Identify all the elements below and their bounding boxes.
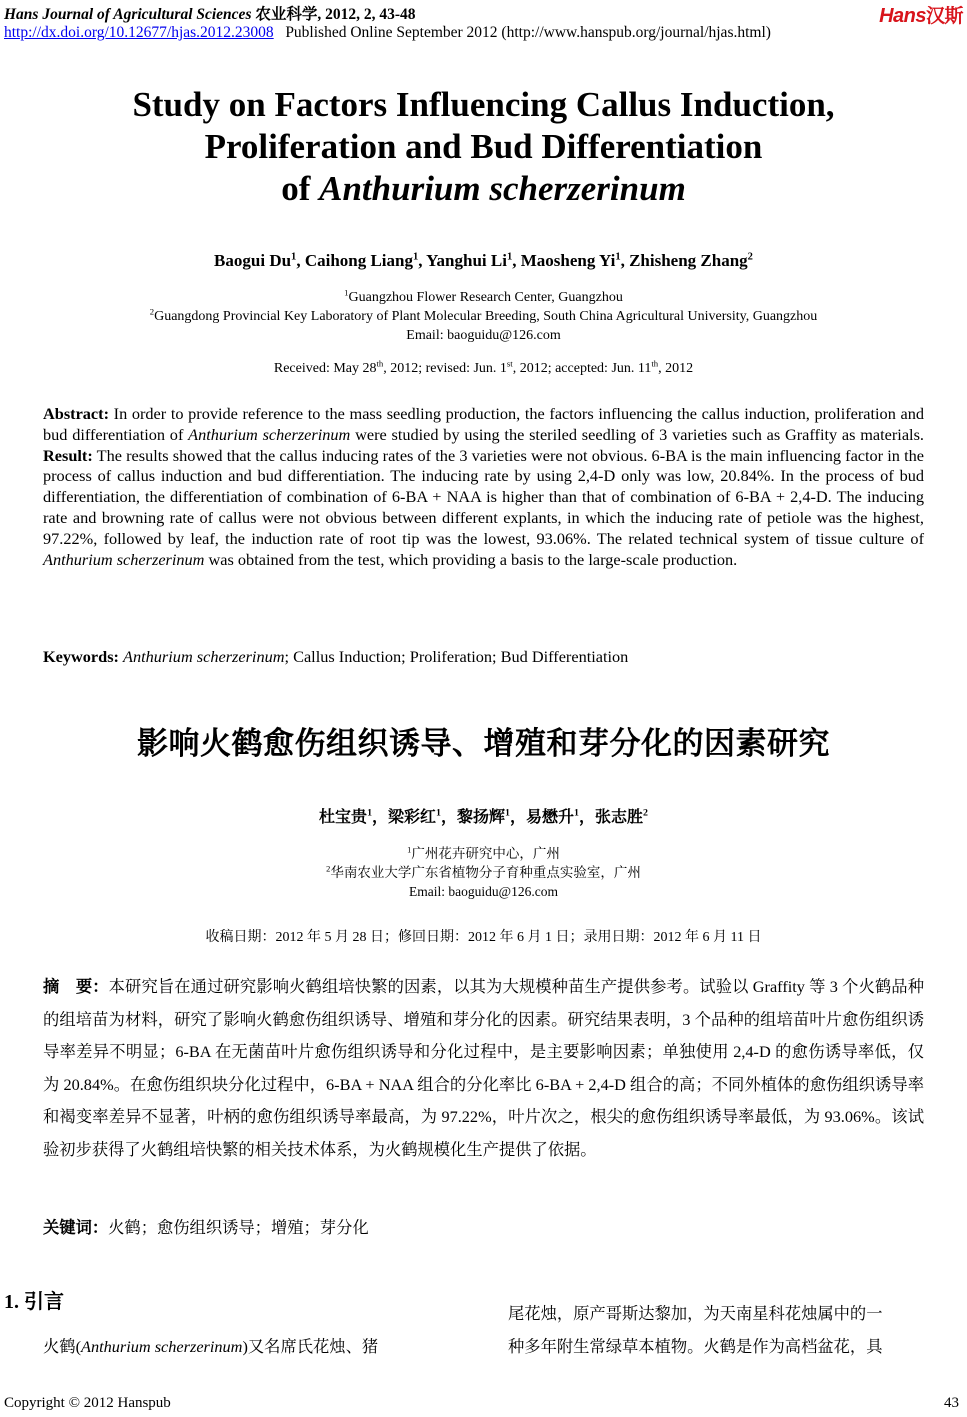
separator: ， (578, 809, 595, 826)
author: Caihong Liang (304, 251, 413, 270)
received-date: Received: May 28 (273, 361, 377, 376)
author-sup: 1 (291, 251, 297, 263)
logo-text: Hans (879, 5, 926, 27)
author-sup: 2 (643, 807, 648, 819)
body-text: 尾花烛，原产哥斯达黎加，为天南星科花烛属中的一 (508, 1304, 883, 1323)
body-text: 种多年附生常绿草本植物。火鹤是作为高档盆花，具 (508, 1337, 883, 1356)
affiliation-text: 广州花卉研究中心，广州 (411, 846, 560, 861)
affiliation-sup: 1 (344, 287, 349, 298)
paper-title (0, 84, 967, 210)
cn-author: 杜宝贵 (319, 809, 368, 826)
title-line-2: Proliferation and Bud Differentiation (204, 127, 763, 166)
date-sup: st (506, 358, 513, 369)
keyword-species: Anthurium scherzerinum (123, 647, 285, 666)
abstract-label: Abstract: (43, 404, 110, 423)
affiliation-sup: 2 (326, 864, 331, 874)
keywords-text: ; Callus Induction; Proliferation; Bud Differentiation (284, 647, 629, 666)
author-sup: 1 (367, 807, 373, 819)
cn-email: Email: baoguidu@126.com (409, 884, 558, 899)
title-line-1: Study on Factors Influencing Callus Induction, (132, 85, 835, 124)
author-sup: 1 (436, 807, 441, 819)
journal-name-cn: 农业科学 (255, 6, 318, 23)
author-sup: 2 (747, 251, 753, 263)
doi-line (4, 24, 771, 42)
author: Maosheng Yi (520, 251, 616, 270)
journal-header (4, 2, 416, 24)
cn-author: 梁彩红 (388, 809, 437, 826)
copyright: Copyright © 2012 Hanspub (4, 1395, 171, 1411)
author-sup: 1 (615, 251, 621, 263)
cn-affiliations (0, 844, 967, 901)
affiliation-text: Guangdong Provincial Key Laboratory of Plant Molecular Breeding, South China Agricultural University, Guangzhou (154, 309, 818, 324)
separator: ， (509, 809, 526, 826)
hans-logo (879, 1, 963, 28)
cn-title: 影响火鹤愈伤组织诱导、增殖和芽分化的因素研究 (137, 726, 830, 762)
cn-abstract-label: 摘 要： (43, 977, 109, 996)
affiliation-text: Guangzhou Flower Research Center, Guangzhou (348, 290, 623, 305)
page-number: 43 (944, 1395, 959, 1411)
separator: ， (441, 809, 458, 826)
abstract-text: In order to provide reference to the mass seedling production, the factors influencing the callus induction, proliferation and bud differentiation of (43, 404, 924, 444)
affiliation (0, 307, 967, 326)
body-text: )又名席氏花烛、猪 (242, 1337, 379, 1356)
body-text: 火鹤( (43, 1337, 81, 1356)
body-left-column (43, 1333, 463, 1357)
cn-author: 张志胜 (594, 809, 643, 826)
result-label: Result: (43, 445, 93, 465)
section-title: 引言 (24, 1289, 64, 1313)
logo-text-cn: 汉斯 (925, 6, 963, 27)
affiliation-sup: 2 (149, 306, 155, 317)
cn-author: 易懋升 (526, 809, 575, 826)
title-prefix: of (281, 169, 320, 208)
author: Yanghui Li (426, 251, 507, 270)
cn-keywords-text: 火鹤；愈伤组织诱导；增殖；芽分化 (108, 1218, 369, 1237)
revised-date: , 2012; revised: Jun. 1 (383, 361, 507, 376)
species-name: Anthurium scherzerinum (188, 424, 351, 444)
affiliations (0, 288, 967, 345)
affiliation-sup: 1 (407, 845, 412, 855)
abstract-text: were studied by using the steriled seedling of 3 varieties such as Graffity as materials. (350, 424, 924, 444)
author-list: Baogui Du$^1$, Caihong Liang$^1$, Yanghui Li$^1$, Maosheng Yi$^1$, Zhisheng Zhang$^2$ (214, 251, 753, 270)
date-sup: th (651, 358, 659, 369)
cn-abstract-text: 本研究旨在通过研究影响火鹤组培快繁的因素，以其为大规模种苗生产提供参考。试验以 Graffity 等 3 个火鹤品种的组培苗为材料，研究了影响火鹤愈伤组织诱导、增殖和芽分化的因素。研究结果表明，3 个品种的组培苗叶片愈伤组织诱导率差异不明显；6-BA 在无菌苗叶片愈伤组织诱导和分化过程中，是主要影响因素；单独使用 2,4-D 的愈伤诱导率低，仅为 20.84%。在愈伤组织块分化过程中，6-BA + NAA 组合的分化率比 6-BA + 2,4-D 组合的高；不同外植体的愈伤组织诱导率和褐变率差异不显著，叶柄的愈伤组织诱导率最高，为 97.22%，叶片次之，根尖的愈伤组织诱导率最低，为 93.06%。该试验初步获得了火鹤组培快繁的相关技术体系，为火鹤规模化生产提供了依据。 (43, 977, 924, 1159)
separator: ， (372, 809, 389, 826)
title-line-3 (0, 168, 967, 210)
volume-info: , 2012, 2, 43-48 (317, 6, 416, 23)
author-sup: 1 (574, 807, 579, 819)
species-name: Anthurium scherzerinum (81, 1337, 243, 1356)
section-heading (4, 1285, 64, 1314)
cn-keywords-label: 关键词： (43, 1218, 109, 1237)
published-online: Published Online September 2012 (http://www.hanspub.org/journal/hjas.html) (285, 24, 771, 41)
author: Zhisheng Zhang (629, 251, 748, 270)
author-sup: 1 (506, 251, 513, 263)
abstract (43, 404, 924, 570)
abstract-text: The results showed that the callus inducing rates of the 3 varieties were not obvious. 6-BA is the main influencing factor in the process of callus induction and bud differentiation. The inducing rate by using 2,4-D only was low, 20.84%. In the process of bud differentiation, the differentiation of combination of 6-BA + NAA is higher than that of combination of 6-BA + 2,4-D. The inducing rate and browning rate of callus were not obvious between different explants, in which the inducing rate of petiole was the highest, 97.22%, followed by leaf, the induction rate of root tip was the lowest, 93.06%. The related technical system of tissue culture of (43, 445, 924, 548)
date-tail: , 2012 (658, 361, 694, 376)
email: Email: baoguidu@126.com (406, 328, 561, 343)
author: Baogui Du (214, 251, 292, 270)
journal-name: Hans Journal of Agricultural Sciences (4, 6, 252, 23)
cn-affiliation (0, 863, 967, 882)
species-name: Anthurium scherzerinum (43, 549, 205, 569)
received-dates (0, 358, 967, 377)
keywords-label: Keywords: (43, 647, 119, 666)
keywords (43, 647, 924, 667)
accepted-date: , 2012; accepted: Jun. 11 (512, 361, 652, 376)
section-number: 1. (4, 1291, 19, 1313)
date-sup: th (376, 358, 384, 369)
author-sup: 1 (413, 251, 419, 263)
affiliation (0, 288, 967, 307)
cn-author-list (0, 804, 967, 827)
cn-affiliation (0, 844, 967, 863)
cn-dates: 收稿日期：2012 年 5 月 28 日；修回日期：2012 年 6 月 1 日；录用日期：2012 年 6 月 11 日 (205, 930, 762, 945)
cn-abstract (43, 971, 924, 1166)
abstract-text: was obtained from the test, which providing a basis to the large-scale production. (204, 549, 738, 569)
affiliation-text: 华南农业大学广东省植物分子育种重点实验室，广州 (330, 865, 641, 880)
body-right-column (508, 1297, 964, 1363)
cn-keywords (43, 1214, 924, 1238)
author-sup: 1 (505, 807, 510, 819)
doi-link[interactable]: http://dx.doi.org/10.12677/hjas.2012.23008 (4, 24, 274, 41)
title-species: Anthurium scherzerinum (319, 169, 686, 208)
cn-author: 黎扬辉 (457, 809, 506, 826)
